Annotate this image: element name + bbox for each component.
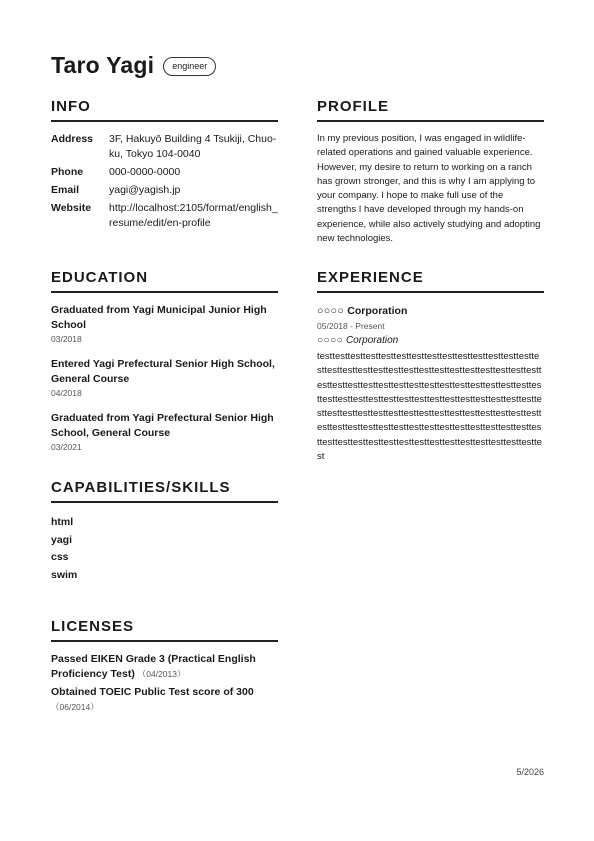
education-item [51, 411, 278, 452]
skill-item: css [51, 551, 69, 563]
info-row-address [51, 132, 278, 162]
experience-period: 05/2018 - Present [317, 321, 385, 331]
profile-text: In my previous position, I was engaged in wildlife-related operations and gained valuable experience. However, my desire to return to working on a ranch has grown stronger, and this is why I am applying to your company. I hope to make full use of the strengths I have developed through my hands-on experience, while also actively studying and adopting new technologies. [317, 133, 541, 245]
licenses-section [51, 618, 278, 718]
info-row-website [51, 201, 278, 231]
profile-title: PROFILE [317, 98, 544, 122]
profile-section [317, 98, 544, 246]
education-item [51, 357, 278, 398]
info-value: 3F, Hakuyō Building 4 Tsukiji, Chuo-ku, Tokyo 104-0040 [109, 133, 277, 160]
experience-subtitle [317, 335, 544, 346]
company-name: Corporation [347, 305, 408, 317]
education-date: 03/2018 [51, 334, 82, 344]
education-name: Graduated from Yagi Municipal Junior High School [51, 304, 267, 331]
experience-section [317, 269, 544, 464]
experience-item [317, 305, 544, 464]
info-value: 000-0000-0000 [109, 166, 181, 178]
education-name: Entered Yagi Prefectural Senior High School, General Course [51, 358, 275, 385]
license-item [51, 652, 278, 682]
subtitle-text: Corporation [345, 335, 399, 346]
info-table [51, 132, 278, 231]
license-item [51, 685, 278, 715]
education-item [51, 303, 278, 344]
job-title-badge: engineer [163, 57, 216, 76]
info-label: Website [51, 202, 92, 214]
footer-date: 5/2026 [516, 767, 544, 777]
info-value: yagi@yagish.jp [109, 184, 181, 196]
experience-company [317, 305, 544, 317]
info-value: http://localhost:2105/format/english_resume/edit/en-profile [109, 202, 278, 229]
info-title: INFO [51, 98, 278, 122]
license-name: Passed EIKEN Grade 3 (Practical English Proficiency Test) [51, 653, 256, 680]
subtitle-circles: ○○○○ [317, 335, 344, 346]
skill-item: swim [51, 568, 78, 581]
info-label: Phone [51, 166, 84, 178]
education-title: EDUCATION [51, 269, 278, 293]
education-date: 03/2021 [51, 442, 82, 452]
experience-title: EXPERIENCE [317, 269, 544, 293]
education-section [51, 269, 278, 452]
resume-header [51, 52, 216, 79]
licenses-list [51, 652, 278, 715]
license-name: Obtained TOEIC Public Test score of 300 [51, 686, 254, 698]
education-name: Graduated from Yagi Prefectural Senior High School, General Course [51, 412, 274, 439]
skill-item: yagi [51, 533, 73, 546]
license-date: （04/2013） [137, 669, 186, 679]
experience-description: testtesttesttesttesttesttesttesttesttesttesttesttesttesttesttesttesttesttesttesttesttesttesttesttesttesttesttesttesttesttesttesttesttesttesttesttesttesttesttesttesttesttesttesttesttesttesttesttesttesttesttesttesttesttesttesttesttesttesttesttesttesttesttesttesttesttesttesttesttesttesttesttesttesttesttesttesttesttesttesttesttesttesttesttesttesttesttesttesttesttesttesttesttesttesttesttesttesttesttesttesttesttest [317, 351, 542, 463]
info-label: Email [51, 184, 80, 196]
info-row-email [51, 183, 278, 198]
licenses-title: LICENSES [51, 618, 278, 642]
skills-list [51, 514, 278, 584]
candidate-name: Taro Yagi [51, 52, 155, 78]
info-section [51, 98, 278, 234]
skills-section [51, 479, 278, 584]
education-date: 04/2018 [51, 388, 82, 398]
license-date: （06/2014） [51, 702, 99, 712]
info-row-phone [51, 165, 278, 180]
info-label: Address [51, 133, 94, 145]
skill-item: html [51, 516, 74, 528]
company-circles: ○○○○ [317, 305, 345, 317]
skills-title: CAPABILITIES/SKILLS [51, 479, 278, 503]
